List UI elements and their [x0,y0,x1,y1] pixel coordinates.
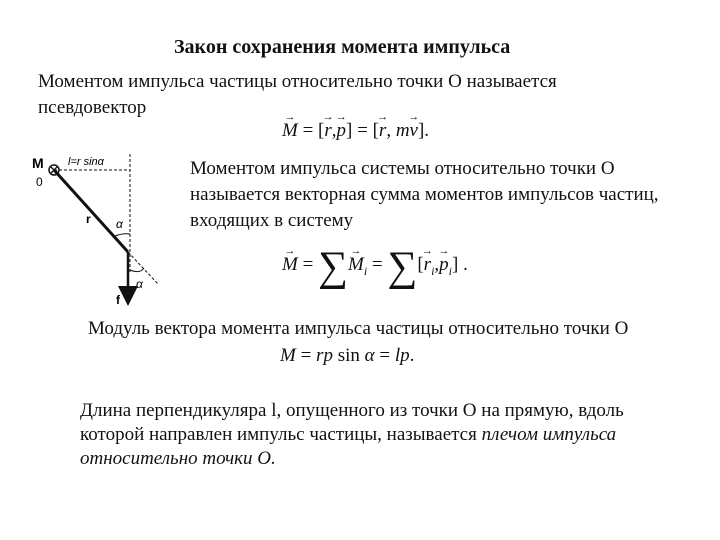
diagram-label-f: f [116,293,120,307]
diagram-label-o: 0 [36,175,43,189]
arm-definition-line2 [80,422,616,448]
formula-modulus: M = rp sin α = lp. [280,345,415,366]
system-definition-line3: входящих в систему [190,210,354,231]
diagram-label-alpha2: α [136,277,143,291]
diagram-label-l: l=r sinα [68,156,104,168]
angle-arc-2 [130,268,144,272]
arm-definition-line3: относительно точки О. [80,448,276,469]
slide-title: Закон сохранения момента импульса [174,36,511,58]
formula-system-momentum: → M = ∑→ $M_i$ = ∑[→ $r_i,\to p_i$] . [282,254,468,280]
particle-definition-line1: Моментом импульса частицы относительно точки О называется [38,71,557,92]
modulus-text: Модуль вектора момента импульса частицы относительно точки О [88,318,629,339]
system-definition-line2: называется векторная сумма моментов импульсов частиц, [190,184,659,205]
particle-definition-line2: псевдовектор [38,97,147,118]
system-definition-line1: Моментом импульса системы относительно точки О [190,158,615,179]
diagram-label-m: M [32,155,44,171]
formula-particle-momentum: → M = [→ r,→ p] = [→ r, m→ v]. [282,120,429,142]
diagram-label-alpha1: α [116,217,123,231]
arm-definition-term: плечом импульса [481,424,617,445]
diagram-label-r: r [86,212,91,226]
radius-vector [54,170,128,252]
momentum-diagram [30,148,190,308]
arm-definition-line2-plain: которой направлен импульс частицы, называется [80,424,482,445]
arm-definition-line1: Длина перпендикуляра l, опущенного из точки О на прямую, вдоль [80,400,624,421]
r-extension-dashed [128,252,158,284]
angle-arc-1 [115,234,130,236]
